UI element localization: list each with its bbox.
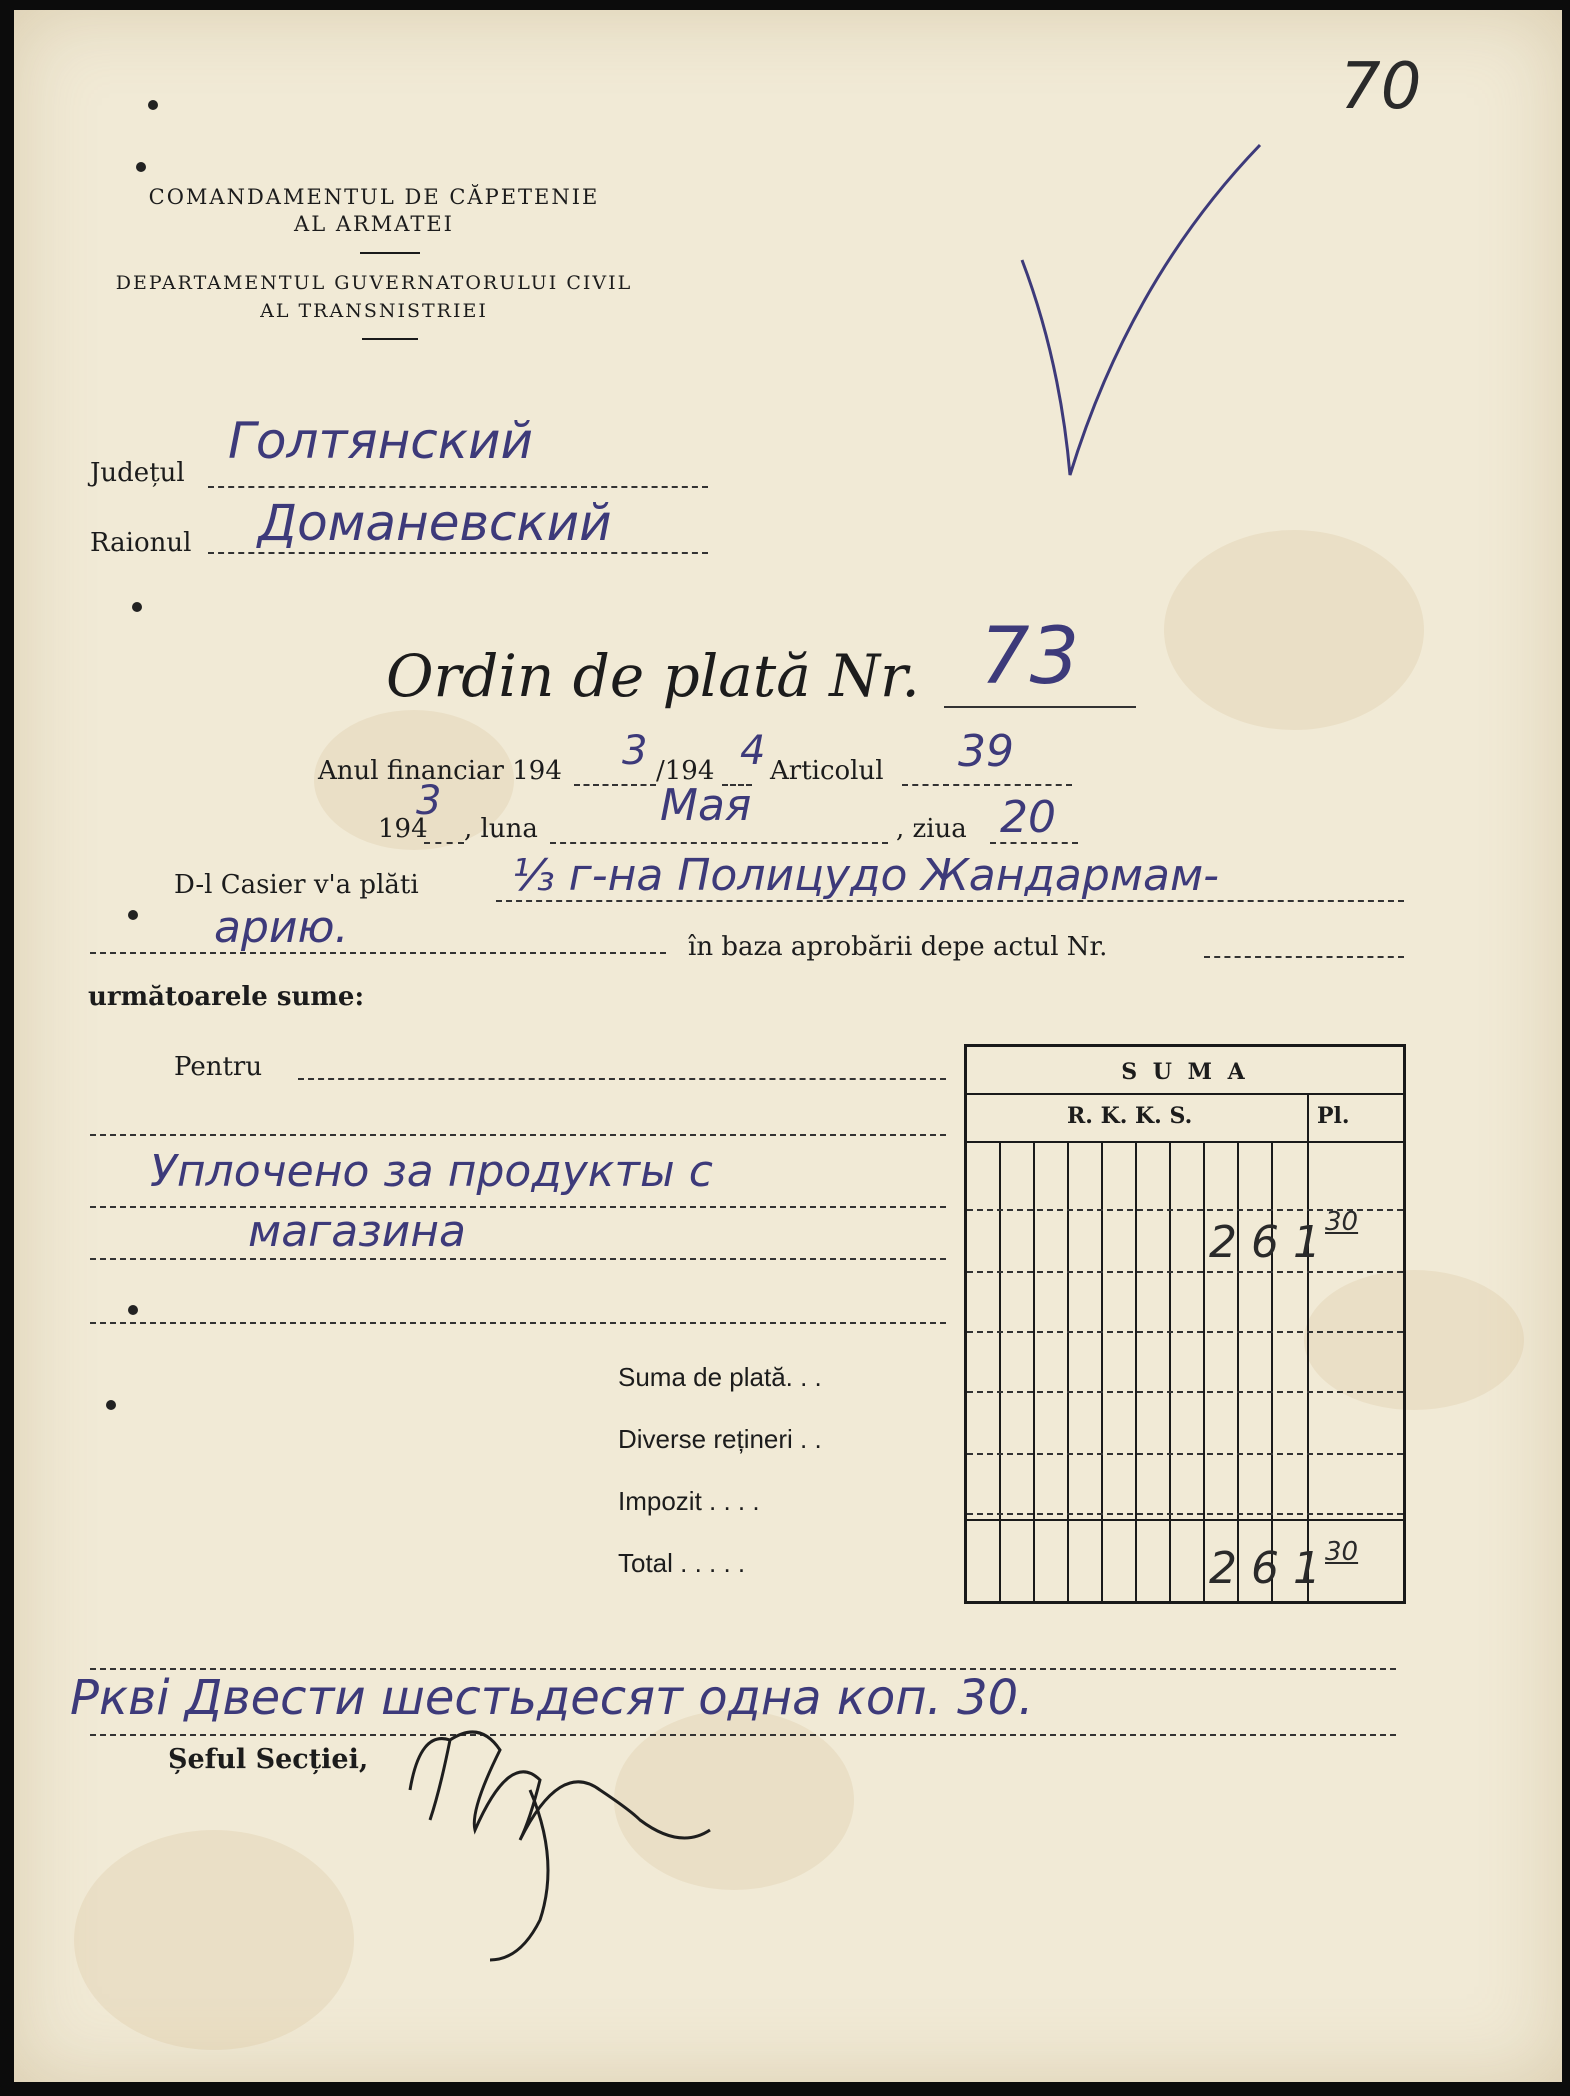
suma-row-pl: 30 — [1325, 1207, 1359, 1237]
anul-y1-line — [574, 784, 656, 786]
page-title: Ordin de plată Nr. — [386, 642, 920, 710]
baza-label: în baza aprobării depe actul Nr. — [688, 932, 1108, 962]
raionul-label: Raionul — [90, 528, 192, 558]
luna-value: Мая — [660, 780, 752, 831]
raionul-value: Доманевский — [258, 494, 612, 552]
articol-value: 39 — [958, 726, 1014, 777]
page-number: 70 — [1340, 50, 1422, 124]
judetul-line — [208, 486, 708, 488]
luna-line — [550, 842, 888, 844]
header-divider-1 — [360, 252, 420, 254]
header-line3: DEPARTAMENTUL GUVERNATORULUI CIVIL — [115, 272, 633, 294]
words-total: Рквi Двести шестьдесят одна коп. 30. — [70, 1670, 1034, 1726]
suma-total-pl: 30 — [1325, 1537, 1359, 1567]
casier-value-2: арию. — [214, 902, 349, 953]
baza-line — [1204, 956, 1404, 958]
signature — [380, 1700, 740, 1970]
ziua-value: 20 — [1000, 792, 1056, 843]
checkmark-icon — [1010, 130, 1290, 490]
pentru-value-2: магазина — [248, 1206, 466, 1257]
pentru-value-1: Уплочено за продукты с — [150, 1146, 713, 1197]
punch-hole-5 — [128, 1305, 138, 1315]
luna-label: , luna — [464, 814, 538, 844]
pentru-line-5 — [90, 1322, 946, 1324]
punch-hole-3 — [132, 602, 142, 612]
date-prefix: 194 — [378, 814, 428, 844]
punch-hole-2 — [136, 162, 146, 172]
suma-table — [964, 1044, 1406, 1604]
pentru-line-1 — [298, 1078, 946, 1080]
casier-value-1: ⅓ г-на Полицудо Жандармам- — [512, 850, 1220, 901]
order-number: 73 — [980, 612, 1080, 702]
casier-label: D-l Casier v'a plăti — [174, 870, 419, 900]
ziua-label: , ziua — [896, 814, 967, 844]
header-line4: AL TRANSNISTRIEI — [260, 300, 488, 322]
raionul-line — [208, 552, 708, 554]
casier-line-2 — [90, 952, 666, 954]
anul-label: Anul financiar 194 — [318, 756, 562, 786]
articol-line — [902, 784, 1072, 786]
header-divider-2 — [362, 338, 418, 340]
punch-hole-1 — [148, 100, 158, 110]
urmatoarele-label: următoarele sume: — [88, 982, 365, 1012]
articol-label: Articolul — [770, 756, 884, 786]
punch-hole-4 — [128, 910, 138, 920]
title-number-line — [944, 706, 1136, 708]
date-year: 3 — [416, 778, 442, 824]
pentru-line-2 — [90, 1134, 946, 1136]
anul-y2: 4 — [740, 728, 766, 774]
judetul-label: Județul — [90, 458, 185, 488]
anul-y1: 3 — [622, 728, 648, 774]
pentru-label: Pentru — [174, 1052, 263, 1082]
header-line2: AL ARMATEI — [294, 212, 454, 236]
pentru-line-4 — [90, 1258, 946, 1260]
total-label: Total . . . . . — [618, 1548, 746, 1578]
suma-title: S U M A — [1121, 1059, 1249, 1085]
seful-label: Șeful Secției, — [168, 1744, 369, 1775]
words-line-bottom — [90, 1734, 1396, 1736]
punch-hole-6 — [106, 1400, 116, 1410]
header-line1: COMANDAMENTUL DE CĂPETENIE — [148, 185, 600, 209]
impozit-label: Impozit . . . . — [618, 1486, 760, 1516]
rkks-label: R. K. K. S. — [1067, 1103, 1193, 1129]
pentru-line-3 — [90, 1206, 946, 1208]
date-year-line — [424, 842, 464, 844]
anul-sep: /194 — [656, 756, 715, 786]
judetul-value: Голтянский — [228, 412, 533, 470]
suma-row-value: 261 — [1209, 1217, 1335, 1268]
pl-label: Pl. — [1317, 1103, 1350, 1129]
suma-de-plata-label: Suma de plată. . . — [618, 1362, 822, 1392]
suma-total-value: 261 — [1209, 1543, 1335, 1594]
diverse-retineri-label: Diverse rețineri . . — [618, 1424, 822, 1454]
